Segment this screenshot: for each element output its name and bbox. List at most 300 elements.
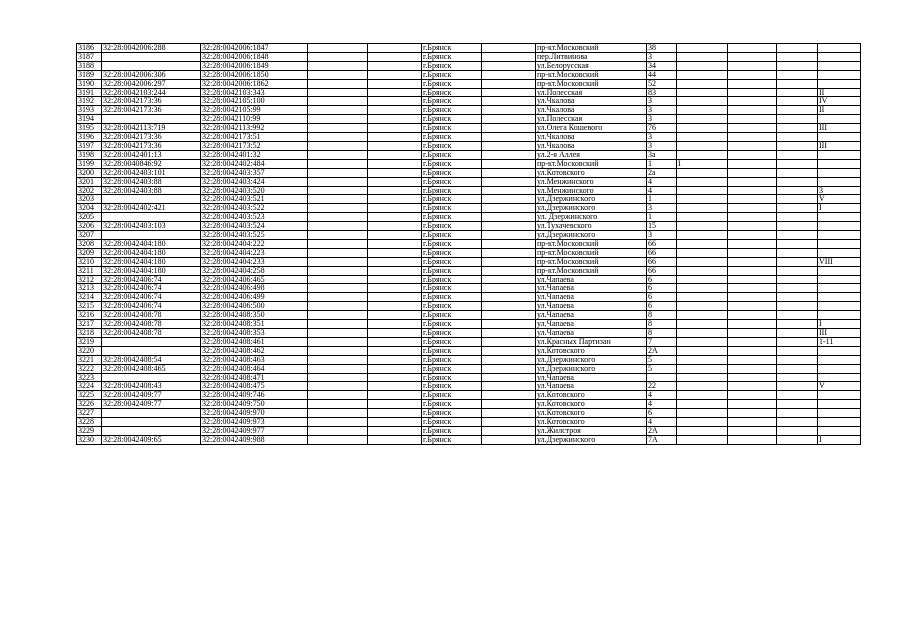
cell-city: г.Брянск [422,346,482,355]
cell-part-number: IV [818,97,861,106]
cell-blank-col-a [308,97,368,106]
cell-row-number: 3214 [77,293,102,302]
cell-part-number [818,150,861,159]
cell-blank-col-e [777,391,818,400]
cell-blank-col-a [308,346,368,355]
table-row [77,364,861,373]
cell-blank-col-e [777,248,818,257]
cell-parcel-number [102,373,201,382]
cell-blank-col-b [368,124,422,133]
cell-blank-col-b [368,70,422,79]
cell-house-number: 3 [647,97,677,106]
cell-parcel-number: 32:28:0042408:54 [102,355,201,364]
cell-blank-col-a [308,70,368,79]
cell-blank-col-c [482,195,536,204]
cell-house-number: 4 [647,418,677,427]
cell-parcel-number: 32:28:0042406:74 [102,293,201,302]
cell-row-number: 3186 [77,44,102,53]
cell-street: ул.Котовского [536,346,647,355]
cell-city: г.Брянск [422,293,482,302]
cell-blank-col-e [777,159,818,168]
cell-row-number: 3218 [77,329,102,338]
cell-blank-col-a [308,61,368,70]
cell-blank-col-c [482,364,536,373]
cell-blank-col-c [482,88,536,97]
cell-parcel-number [102,115,201,124]
cell-blank-col-a [308,115,368,124]
cell-house-number: 38 [647,44,677,53]
cell-city: г.Брянск [422,115,482,124]
cell-blank-col-e [777,115,818,124]
cell-blank-col-a [308,88,368,97]
cell-blank-col-e [777,186,818,195]
cell-blank-col-d [728,311,777,320]
cell-parcel-number [102,409,201,418]
cell-extra-number [677,44,728,53]
cell-blank-col-a [308,168,368,177]
cell-blank-col-e [777,79,818,88]
cell-blank-col-e [777,409,818,418]
cell-blank-col-b [368,61,422,70]
cell-city: г.Брянск [422,88,482,97]
cell-blank-col-a [308,239,368,248]
table-row [77,177,861,186]
cell-parcel-number: 32:28:0042173:36 [102,141,201,150]
cell-blank-col-c [482,435,536,444]
cell-row-number: 3212 [77,275,102,284]
cell-blank-col-d [728,284,777,293]
cell-blank-col-b [368,320,422,329]
cell-street: пр-кт.Московский [536,239,647,248]
cell-blank-col-e [777,284,818,293]
cell-object-number: 32:28:0042403:520 [201,186,308,195]
cell-extra-number [677,115,728,124]
table-row [77,266,861,275]
table-row [77,409,861,418]
cell-blank-col-d [728,159,777,168]
cell-city: г.Брянск [422,302,482,311]
cell-house-number: 3а [647,150,677,159]
cell-object-number: 32:28:0042403:525 [201,231,308,240]
table-row [77,418,861,427]
cell-street: ул.Дзержинского [536,195,647,204]
cell-street: пр-кт.Московский [536,44,647,53]
cell-blank-col-c [482,61,536,70]
cell-blank-col-c [482,275,536,284]
cell-blank-col-d [728,231,777,240]
cell-object-number: 32:28:0042409:746 [201,391,308,400]
cell-blank-col-c [482,257,536,266]
cell-blank-col-a [308,248,368,257]
cell-street: пр-кт.Московский [536,257,647,266]
cell-blank-col-b [368,346,422,355]
cell-house-number: 7А [647,435,677,444]
cell-street: ул.Чапаева [536,329,647,338]
cell-blank-col-c [482,141,536,150]
cell-row-number: 3192 [77,97,102,106]
cell-blank-col-e [777,168,818,177]
cell-row-number: 3203 [77,195,102,204]
cell-blank-col-c [482,409,536,418]
cell-street: ул. Дзержинского [536,213,647,222]
cell-city: г.Брянск [422,239,482,248]
cell-blank-col-a [308,186,368,195]
cell-blank-col-e [777,435,818,444]
cell-house-number: 8 [647,320,677,329]
cell-object-number: 32:28:0042408:461 [201,337,308,346]
table-row [77,302,861,311]
cell-blank-col-e [777,266,818,275]
cell-street: ул.Чкалова [536,97,647,106]
cell-extra-number [677,257,728,266]
cell-city: г.Брянск [422,373,482,382]
cell-extra-number [677,141,728,150]
cell-object-number: 32:28:0042173:51 [201,133,308,142]
cell-object-number: 32:28:0042408:353 [201,329,308,338]
cell-blank-col-c [482,391,536,400]
cell-blank-col-a [308,79,368,88]
cell-blank-col-a [308,150,368,159]
table-row [77,284,861,293]
cell-object-number: 32:28:0042113:992 [201,124,308,133]
cell-row-number: 3196 [77,133,102,142]
cell-row-number: 3201 [77,177,102,186]
cell-house-number: 6 [647,293,677,302]
cell-part-number: I [818,435,861,444]
cell-blank-col-c [482,337,536,346]
cell-blank-col-a [308,302,368,311]
cell-blank-col-b [368,44,422,53]
cell-street: ул.Полесская [536,88,647,97]
cell-blank-col-a [308,204,368,213]
cell-blank-col-d [728,382,777,391]
cell-row-number: 3187 [77,52,102,61]
table-row [77,231,861,240]
cell-object-number: 32:28:0042408:351 [201,320,308,329]
cell-blank-col-d [728,115,777,124]
cell-street: ул.Дзержинского [536,435,647,444]
cell-row-number: 3226 [77,400,102,409]
cell-blank-col-a [308,337,368,346]
cell-blank-col-c [482,329,536,338]
cell-blank-col-e [777,426,818,435]
cell-house-number: 4 [647,177,677,186]
cell-extra-number [677,124,728,133]
cell-blank-col-b [368,133,422,142]
table-row [77,435,861,444]
cell-row-number: 3213 [77,284,102,293]
cell-row-number: 3223 [77,373,102,382]
cell-city: г.Брянск [422,400,482,409]
cell-street: ул.Котовского [536,418,647,427]
cell-object-number: 32:28:0042406:498 [201,284,308,293]
cell-blank-col-a [308,159,368,168]
cell-parcel-number: 32:28:0042404:180 [102,248,201,257]
cell-blank-col-a [308,257,368,266]
cell-blank-col-c [482,231,536,240]
cell-blank-col-a [308,329,368,338]
cell-blank-col-d [728,195,777,204]
cell-blank-col-a [308,266,368,275]
cell-blank-col-a [308,195,368,204]
cell-city: г.Брянск [422,311,482,320]
cell-object-number: 32:28:0042408:471 [201,373,308,382]
table-row [77,79,861,88]
cell-extra-number [677,204,728,213]
cell-blank-col-a [308,124,368,133]
cell-extra-number [677,133,728,142]
cell-blank-col-c [482,311,536,320]
cell-parcel-number: 32:28:0042408:43 [102,382,201,391]
cell-house-number: 44 [647,70,677,79]
cell-house-number: 3 [647,231,677,240]
cell-blank-col-c [482,302,536,311]
table-row [77,337,861,346]
cell-row-number: 3197 [77,141,102,150]
cell-row-number: 3221 [77,355,102,364]
cell-house-number: 1 [647,213,677,222]
cell-blank-col-c [482,186,536,195]
table-row [77,195,861,204]
table-row [77,88,861,97]
cell-blank-col-e [777,329,818,338]
cell-parcel-number: 32:28:0042406:74 [102,284,201,293]
cell-blank-col-c [482,133,536,142]
cell-house-number: 5 [647,364,677,373]
cell-part-number: I [818,204,861,213]
cell-blank-col-e [777,231,818,240]
cell-extra-number [677,213,728,222]
cell-blank-col-c [482,204,536,213]
cell-blank-col-d [728,61,777,70]
cell-blank-col-a [308,391,368,400]
cell-blank-col-e [777,239,818,248]
cell-parcel-number: 32:28:0042406:74 [102,302,201,311]
cell-city: г.Брянск [422,409,482,418]
cell-blank-col-c [482,177,536,186]
cell-blank-col-e [777,320,818,329]
cell-blank-col-b [368,409,422,418]
cell-street: ул.Красных Партизан [536,337,647,346]
cell-house-number: 6 [647,409,677,418]
cell-row-number: 3211 [77,266,102,275]
cell-blank-col-b [368,168,422,177]
cell-street: ул.Чапаева [536,284,647,293]
cell-city: г.Брянск [422,248,482,257]
cell-blank-col-c [482,426,536,435]
cell-street: ул.Чкалова [536,141,647,150]
cell-blank-col-c [482,159,536,168]
cell-city: г.Брянск [422,168,482,177]
cell-street: ул.Дзержинского [536,204,647,213]
cell-part-number [818,364,861,373]
cell-house-number: 2А [647,426,677,435]
cell-blank-col-a [308,320,368,329]
cell-blank-col-d [728,106,777,115]
cell-blank-col-a [308,418,368,427]
cell-blank-col-a [308,284,368,293]
cell-blank-col-a [308,133,368,142]
cell-row-number: 3227 [77,409,102,418]
cell-city: г.Брянск [422,284,482,293]
cell-house-number: 4 [647,400,677,409]
cell-part-number [818,266,861,275]
cell-blank-col-d [728,97,777,106]
table-row [77,168,861,177]
cell-parcel-number: 32:28:0042403:101 [102,168,201,177]
cell-extra-number [677,400,728,409]
cell-parcel-number: 32:28:0042402:421 [102,204,201,213]
cell-blank-col-e [777,44,818,53]
cell-blank-col-e [777,61,818,70]
cell-extra-number: I [677,159,728,168]
cell-part-number [818,284,861,293]
table-row [77,61,861,70]
registry-table-body [77,44,861,445]
table-row [77,391,861,400]
cell-blank-col-b [368,150,422,159]
cell-blank-col-d [728,213,777,222]
table-row [77,150,861,159]
cell-street: ул.Полесская [536,115,647,124]
cell-extra-number [677,52,728,61]
cell-blank-col-b [368,106,422,115]
cell-blank-col-a [308,106,368,115]
cell-street: ул.Чапаева [536,311,647,320]
cell-blank-col-d [728,70,777,79]
cell-blank-col-b [368,284,422,293]
cell-row-number: 3200 [77,168,102,177]
cell-street: ул.Чкалова [536,133,647,142]
cell-row-number: 3194 [77,115,102,124]
cell-blank-col-d [728,133,777,142]
cell-blank-col-a [308,222,368,231]
cell-house-number: 4 [647,391,677,400]
cell-parcel-number: 32:28:0042404:180 [102,239,201,248]
cell-street: ул.Дзержинского [536,364,647,373]
cell-row-number: 3209 [77,248,102,257]
cell-object-number: 32:28:0042404:258 [201,266,308,275]
cell-parcel-number: 32:28:0042173:36 [102,106,201,115]
cell-extra-number [677,418,728,427]
cell-part-number [818,418,861,427]
cell-street: ул.Чапаева [536,302,647,311]
cell-house-number [647,373,677,382]
cell-blank-col-d [728,88,777,97]
cell-object-number: 32:28:0042409:988 [201,435,308,444]
cell-row-number: 3193 [77,106,102,115]
cell-blank-col-a [308,213,368,222]
cell-blank-col-b [368,275,422,284]
cell-street: пр-кт.Московский [536,159,647,168]
cell-parcel-number [102,61,201,70]
cell-parcel-number: 32:28:0042006:306 [102,70,201,79]
cell-part-number [818,133,861,142]
table-row [77,115,861,124]
cell-blank-col-c [482,266,536,275]
cell-blank-col-d [728,364,777,373]
table-row [77,70,861,79]
cell-house-number: 66 [647,239,677,248]
cell-object-number: 32:28:0042006:1850 [201,70,308,79]
cell-blank-col-b [368,239,422,248]
cell-extra-number [677,239,728,248]
cell-blank-col-d [728,346,777,355]
cell-extra-number [677,231,728,240]
cell-street: ул.Жилстроя [536,426,647,435]
cell-street: ул.Менжинского [536,177,647,186]
cell-house-number: 6 [647,284,677,293]
cell-extra-number [677,435,728,444]
cell-house-number: 15 [647,222,677,231]
cell-city: г.Брянск [422,382,482,391]
cell-street: ул.2-я Аллея [536,150,647,159]
table-row [77,133,861,142]
cell-street: ул.Дзержинского [536,355,647,364]
cell-blank-col-a [308,231,368,240]
cell-blank-col-b [368,382,422,391]
cell-blank-col-e [777,97,818,106]
cell-blank-col-d [728,302,777,311]
cell-blank-col-b [368,311,422,320]
cell-object-number: 32:28:0042409:750 [201,400,308,409]
cell-house-number: 3 [647,133,677,142]
cell-blank-col-a [308,275,368,284]
cell-blank-col-b [368,302,422,311]
cell-house-number: 4 [647,186,677,195]
cell-parcel-number: 32:28:0042403:88 [102,177,201,186]
cell-parcel-number [102,231,201,240]
cell-blank-col-d [728,257,777,266]
cell-row-number: 3195 [77,124,102,133]
cell-extra-number [677,177,728,186]
cell-blank-col-a [308,177,368,186]
cell-street: ул.Чапаева [536,293,647,302]
cell-blank-col-b [368,337,422,346]
cell-row-number: 3210 [77,257,102,266]
cell-object-number: 32:28:0042406:499 [201,293,308,302]
cell-extra-number [677,88,728,97]
cell-part-number [818,373,861,382]
cell-street: ул.Чапаева [536,320,647,329]
cell-blank-col-c [482,293,536,302]
cell-extra-number [677,409,728,418]
cell-street: пр-кт.Московский [536,70,647,79]
cell-part-number [818,159,861,168]
cell-blank-col-e [777,150,818,159]
cell-blank-col-e [777,311,818,320]
cell-blank-col-e [777,133,818,142]
cell-extra-number [677,302,728,311]
cell-part-number [818,346,861,355]
cell-street: ул.Менжинского [536,186,647,195]
cell-blank-col-b [368,391,422,400]
cell-object-number: 32:28:0042403:522 [201,204,308,213]
cell-extra-number [677,275,728,284]
table-row [77,257,861,266]
cell-blank-col-a [308,141,368,150]
cell-blank-col-c [482,44,536,53]
cell-house-number: 3 [647,204,677,213]
cell-blank-col-a [308,409,368,418]
cell-house-number: 2А [647,346,677,355]
cell-city: г.Брянск [422,355,482,364]
cell-extra-number [677,293,728,302]
cell-blank-col-b [368,88,422,97]
cell-blank-col-c [482,418,536,427]
cell-object-number: 32:28:0042408:462 [201,346,308,355]
cell-row-number: 3228 [77,418,102,427]
